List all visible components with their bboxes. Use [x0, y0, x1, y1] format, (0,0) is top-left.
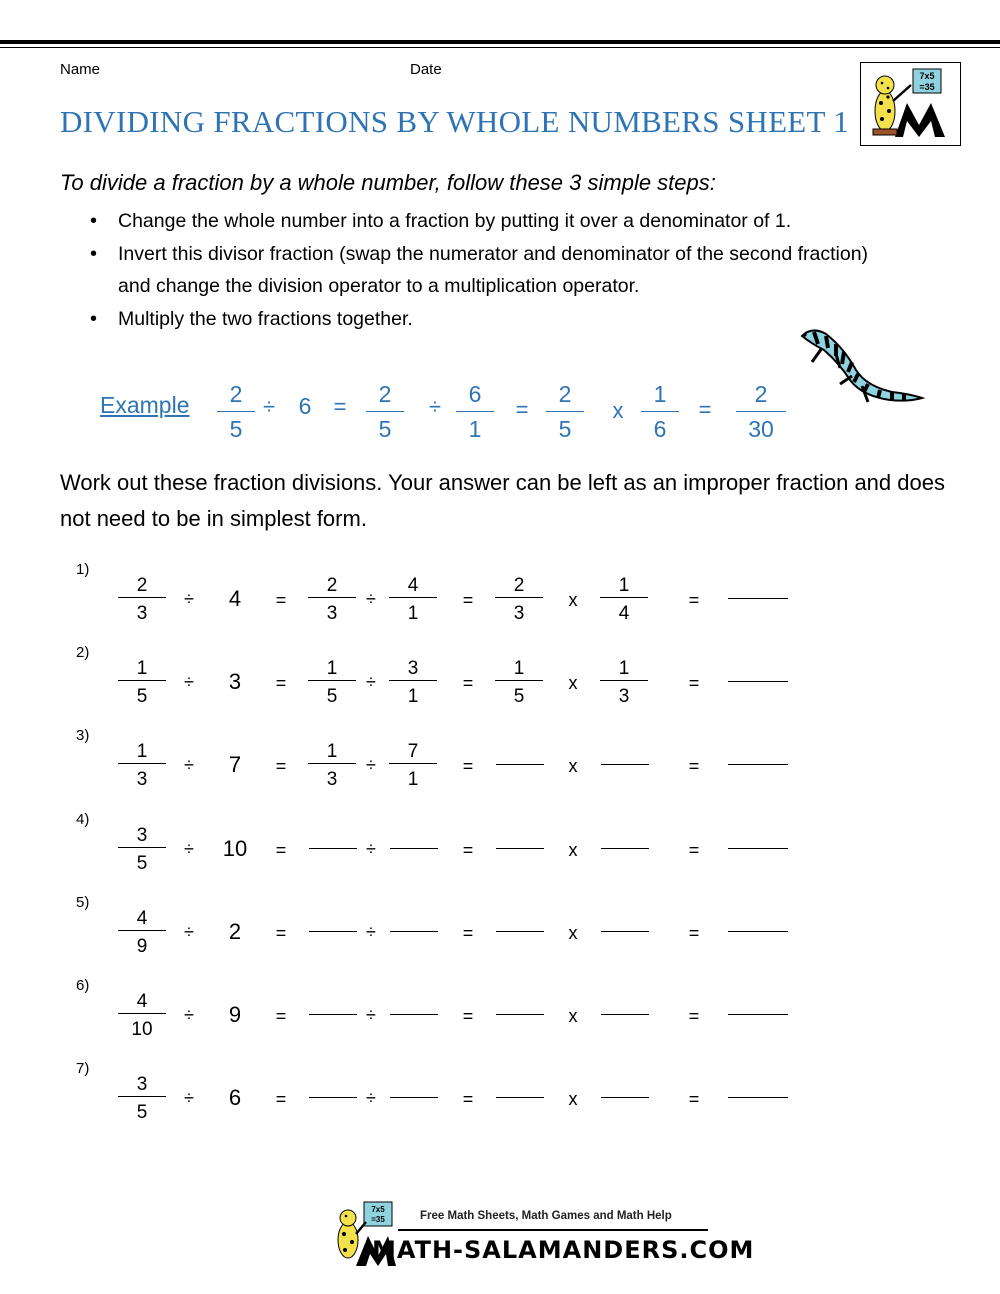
answer-blank[interactable] [309, 848, 357, 849]
fraction-bar [495, 680, 543, 681]
example-fraction: 2 5 [217, 383, 255, 441]
svg-text:=35: =35 [371, 1215, 385, 1224]
denominator: 1 [407, 769, 419, 791]
denominator: 3 [136, 769, 148, 791]
denominator: 5 [136, 686, 148, 708]
fraction [495, 659, 543, 706]
answer-blank[interactable] [309, 1097, 357, 1098]
name-label: Name [60, 61, 101, 78]
fraction-bar [118, 763, 166, 764]
fraction-bar [600, 597, 648, 598]
answer-blank[interactable] [496, 1097, 544, 1098]
divide-sign: ÷ [184, 838, 194, 859]
equals-sign: = [698, 397, 712, 422]
example-fraction: 2 5 [366, 383, 404, 441]
equals-sign: = [462, 839, 474, 860]
times-sign: x [568, 590, 578, 610]
numerator: 4 [136, 991, 148, 1012]
whole-number: 3 [228, 669, 242, 695]
answer-blank[interactable] [728, 848, 788, 849]
numerator: 1 [618, 658, 630, 680]
fraction [118, 1075, 166, 1122]
instructions-text: Work out these fraction divisions. Your answer can be left as an improper fraction and does not need to be in simplest form. [60, 470, 945, 531]
question-number: 3) [76, 727, 90, 745]
divide-sign: ÷ [428, 394, 442, 419]
fraction-bar [308, 597, 356, 598]
equals-sign: = [462, 756, 474, 777]
answer-blank[interactable] [496, 764, 544, 765]
fraction [118, 576, 166, 623]
denominator: 4 [618, 603, 630, 624]
numerator: 7 [407, 741, 419, 763]
equals-sign: = [275, 673, 287, 694]
denominator: 5 [326, 686, 338, 708]
answer-blank[interactable] [728, 764, 788, 765]
answer-blank[interactable] [601, 1097, 649, 1098]
equals-sign: = [275, 1006, 287, 1026]
fraction-bar [495, 597, 543, 598]
salamander-icon [792, 318, 927, 408]
answer-blank[interactable] [601, 1014, 649, 1015]
numerator: 4 [407, 575, 419, 596]
answer-blank[interactable] [601, 764, 649, 765]
fraction-bar [600, 680, 648, 681]
fraction-bar [308, 763, 356, 764]
denominator: 5 [136, 1102, 148, 1124]
question-number: 6) [76, 977, 90, 994]
numerator: 1 [513, 658, 525, 680]
divide-sign: ÷ [184, 755, 194, 776]
divide-sign: ÷ [262, 394, 276, 419]
svg-text:=35: =35 [919, 82, 935, 92]
times-sign: x [568, 1089, 578, 1110]
divide-sign: ÷ [366, 1005, 376, 1025]
equals-sign: = [688, 1089, 700, 1110]
divide-sign: ÷ [366, 921, 376, 942]
answer-blank[interactable] [390, 1014, 438, 1015]
equals-sign: = [515, 397, 529, 422]
divide-sign: ÷ [366, 589, 376, 609]
fraction-bar [118, 1096, 166, 1097]
answer-blank[interactable] [601, 848, 649, 849]
step-item: • Multiply the two fractions together. [90, 303, 890, 336]
step-item: • Change the whole number into a fraction by putting it over a denominator of 1. [90, 205, 890, 238]
fraction-bar [118, 930, 166, 931]
equals-sign: = [462, 1089, 474, 1110]
answer-blank[interactable] [390, 1097, 438, 1098]
example-label: Example [100, 392, 190, 418]
answer-blank[interactable] [728, 681, 788, 682]
equals-sign: = [688, 590, 700, 610]
equals-sign: = [462, 590, 474, 610]
denominator: 1 [407, 603, 419, 624]
equals-sign: = [688, 673, 700, 694]
fraction [495, 576, 543, 623]
fraction-bar [118, 680, 166, 681]
denominator: 3 [513, 603, 525, 624]
divide-sign: ÷ [184, 672, 194, 693]
fraction [600, 659, 648, 706]
top-rule [0, 40, 1000, 44]
answer-blank[interactable] [728, 1097, 788, 1098]
answer-blank[interactable] [390, 931, 438, 932]
fraction-bar [389, 763, 437, 764]
equals-sign: = [688, 756, 700, 777]
page-title: DIVIDING FRACTIONS BY WHOLE NUMBERS SHEET 1 [60, 104, 850, 139]
example-fraction: 6 1 [456, 383, 494, 441]
equals-sign: = [275, 590, 287, 610]
fraction [389, 659, 437, 706]
equals-sign: = [275, 839, 287, 860]
equals-sign: = [688, 839, 700, 860]
answer-blank[interactable] [728, 598, 788, 599]
answer-blank[interactable] [496, 931, 544, 932]
divide-sign: ÷ [366, 672, 376, 693]
answer-blank[interactable] [309, 1014, 357, 1015]
equals-sign: = [462, 922, 474, 943]
whole-number: 6 [228, 1085, 242, 1111]
whole-number: 7 [228, 752, 242, 778]
steps-list [90, 205, 890, 335]
question-number: 1) [76, 561, 90, 578]
whole-number: 2 [228, 918, 242, 944]
numerator: 2 [136, 575, 148, 596]
whole-number: 10 [222, 835, 248, 861]
numerator: 2 [326, 575, 338, 596]
fraction [118, 826, 166, 873]
denominator: 5 [513, 686, 525, 708]
answer-blank[interactable] [728, 931, 788, 932]
fraction-bar [118, 847, 166, 848]
footer-divider [398, 1229, 708, 1231]
denominator: 3 [326, 769, 338, 791]
fraction [118, 992, 166, 1039]
equals-sign: = [275, 1089, 287, 1110]
question-number: 4) [76, 810, 90, 828]
numerator: 4 [136, 907, 148, 929]
answer-blank[interactable] [309, 931, 357, 932]
equals-sign: = [333, 394, 347, 419]
times-sign: x [568, 673, 578, 694]
footer-tagline: Free Math Sheets, Math Games and Math Help [420, 1210, 672, 1222]
times-sign: x [568, 839, 578, 860]
fraction [118, 659, 166, 706]
intro-heading: To divide a fraction by a whole number, follow these 3 simple steps: [60, 170, 716, 195]
answer-blank[interactable] [390, 848, 438, 849]
numerator: 1 [136, 741, 148, 763]
numerator: 1 [326, 741, 338, 763]
numerator: 3 [136, 824, 148, 846]
fraction-bar [118, 597, 166, 598]
numerator: 2 [513, 575, 525, 596]
date-label: Date [410, 61, 442, 78]
equals-sign: = [275, 756, 287, 777]
answer-blank[interactable] [601, 931, 649, 932]
svg-text:7x5: 7x5 [371, 1205, 385, 1214]
times-sign: x [568, 756, 578, 777]
divide-sign: ÷ [184, 1005, 194, 1025]
equals-sign: = [275, 922, 287, 943]
numerator: 1 [618, 575, 630, 596]
denominator: 3 [326, 603, 338, 624]
fraction [308, 659, 356, 706]
fraction-bar [389, 597, 437, 598]
fraction [389, 576, 437, 623]
step-item: • Invert this divisor fraction (swap the numerator and denominator of the second fraction) and change the division operator to a multiplication operator. [90, 238, 890, 303]
fraction [118, 909, 166, 956]
numerator: 1 [136, 658, 148, 680]
fraction [600, 576, 648, 623]
divide-sign: ÷ [184, 921, 194, 942]
fraction-bar [308, 680, 356, 681]
example-fraction: 1 6 [641, 383, 679, 441]
denominator: 3 [136, 603, 148, 624]
denominator: 10 [131, 1019, 153, 1040]
divide-sign: ÷ [366, 755, 376, 776]
times-sign: x [568, 922, 578, 943]
example-whole-number: 6 [298, 393, 312, 419]
whole-number: 4 [228, 586, 242, 611]
fraction [389, 742, 437, 789]
equals-sign: = [462, 1006, 474, 1026]
site-logo [860, 62, 961, 146]
denominator: 9 [136, 935, 148, 957]
top-rule-thin [0, 47, 1000, 48]
fraction-bar [389, 680, 437, 681]
denominator: 3 [618, 686, 630, 708]
divide-sign: ÷ [366, 838, 376, 859]
divide-sign: ÷ [184, 1088, 194, 1109]
fraction [118, 742, 166, 789]
numerator: 3 [136, 1074, 148, 1096]
divide-sign: ÷ [184, 589, 194, 609]
answer-blank[interactable] [728, 1014, 788, 1015]
equals-sign: = [462, 673, 474, 694]
equals-sign: = [688, 1006, 700, 1026]
question-number: 5) [76, 893, 90, 911]
question-number: 7) [76, 1060, 90, 1078]
numerator: 3 [407, 658, 419, 680]
svg-text:7x5: 7x5 [919, 71, 935, 81]
equals-sign: = [688, 922, 700, 943]
divide-sign: ÷ [366, 1088, 376, 1109]
footer-brand[interactable]: MATH-SALAMANDERS.COM [372, 1236, 755, 1264]
answer-blank[interactable] [496, 1014, 544, 1015]
numerator: 1 [326, 658, 338, 680]
example-fraction: 2 30 [736, 383, 786, 441]
times-sign: x [612, 398, 624, 423]
leopard-logo-icon [861, 63, 959, 144]
question-number: 2) [76, 644, 90, 662]
fraction [308, 576, 356, 623]
answer-blank[interactable] [496, 848, 544, 849]
denominator: 5 [136, 852, 148, 874]
times-sign: x [568, 1006, 578, 1026]
example-fraction: 2 5 [546, 383, 584, 441]
fraction-bar [118, 1013, 166, 1014]
fraction [308, 742, 356, 789]
denominator: 1 [407, 686, 419, 708]
whole-number: 9 [228, 1002, 242, 1027]
